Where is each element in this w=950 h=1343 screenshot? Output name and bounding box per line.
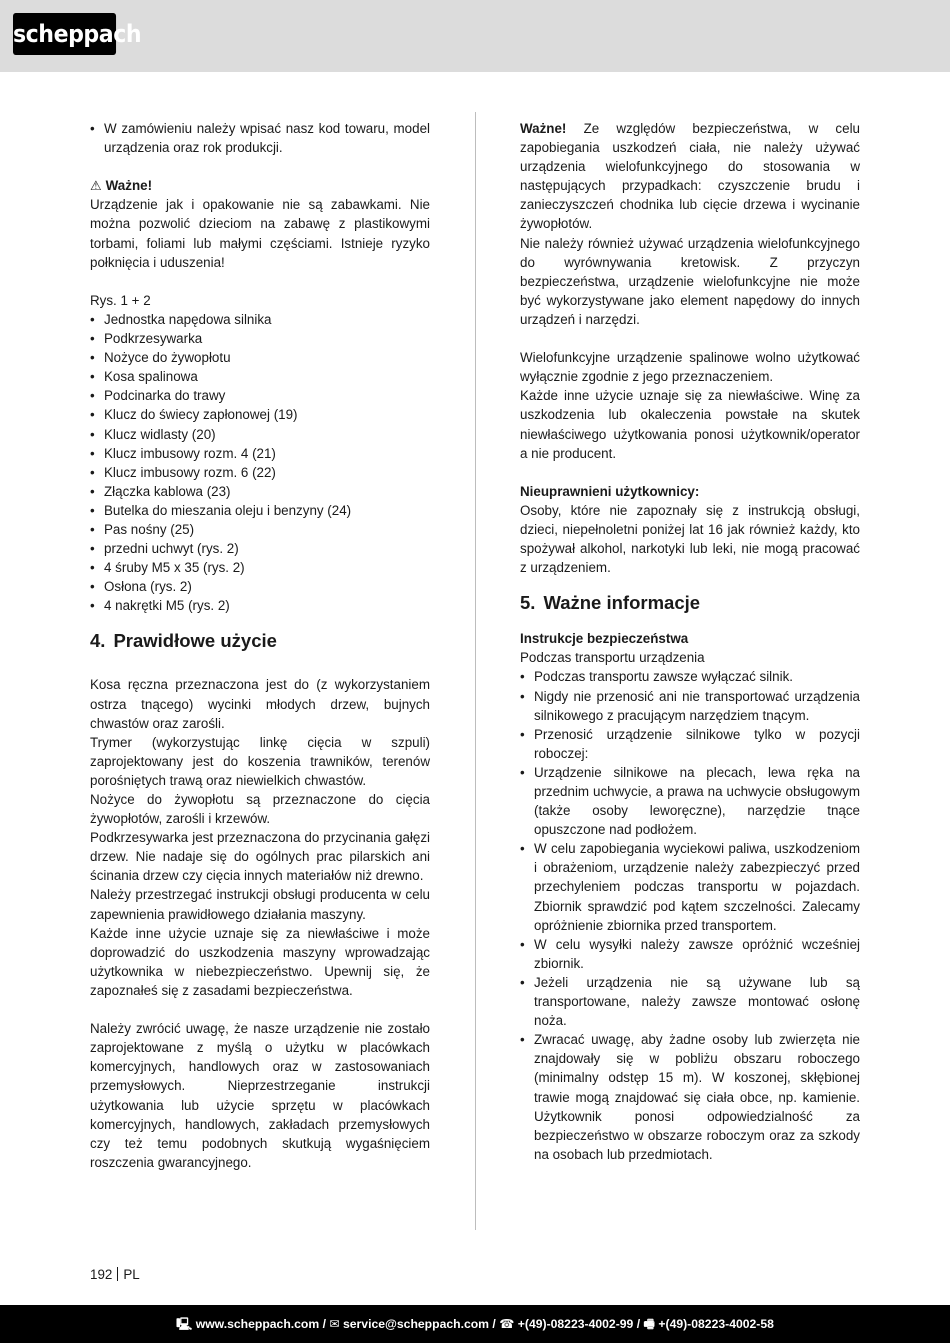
safety-instructions-heading: Instrukcje bezpieczeństwa [520, 631, 689, 647]
brand-logo: scheppach [13, 13, 116, 55]
page-number: 192 PL [90, 1267, 140, 1282]
transport-intro: Podczas transportu urządzenia [520, 650, 705, 666]
section-4-paragraph: Każde inne użycie uznaje się za niewłaściwe i może doprowadzić do uszkodzenia maszyny wprowadzając użytkownika w niebezpieczeństwo. Upewnij się, że zapoznałeś się z zasadami bezpieczeństwa. [90, 925, 430, 998]
unauthorized-users-text: Osoby, które nie zapoznały się z instrukcją obsługi, dzieci, niepełnoletni poniżej lat 16 jak również każdy, kto spożywał alkohol, narkotyki lub leki, nie mogą pracować z urządzeniem. [520, 502, 860, 576]
section-4-paragraph: Nożyce do żywopłotu są przeznaczone do cięcia żywopłotów, zarośli i krzewów. [90, 792, 430, 827]
important-label: Ważne! [520, 121, 567, 136]
computer-icon: 🖳 [176, 1317, 193, 1331]
footer-web[interactable]: www.scheppach.com [195, 1317, 320, 1331]
list-item: • Klucz widlasty (20) [90, 425, 430, 444]
important-paragraph: Ważne! Ze względów bezpieczeństwa, w celu zapobiegania uszkodzeń ciała, nie należy używać urządzenia wielofunkcyjnego do stosowania w następujących przypadkach: czyszczenie brudu i zanieczyszczeń chodnika lub cięcie drzewa i wycinanie żywopłotów. [520, 121, 860, 232]
list-item: • 4 śruby M5 x 35 (rys. 2) [90, 558, 430, 577]
header-bar [0, 0, 950, 72]
left-column [90, 119, 430, 1172]
list-item: • Klucz do świecy zapłonowej (19) [90, 405, 430, 424]
list-item: • Złączka kablowa (23) [90, 482, 430, 501]
footer-email[interactable]: service@scheppach.com [343, 1317, 490, 1331]
order-note-list [90, 119, 430, 157]
list-item: • Klucz imbusowy rozm. 6 (22) [90, 463, 430, 482]
section-4-heading: 4. Prawidłowe użycie [90, 630, 277, 652]
list-item: • 4 nakrętki M5 (rys. 2) [90, 596, 430, 615]
footer-phone: +(49)-08223-4002-99 [517, 1317, 634, 1331]
list-item: • W celu wysyłki należy zawsze opróżnić wcześniej zbiornik. [520, 935, 860, 973]
body-paragraph: Wielofunkcyjne urządzenie spalinowe wolno użytkować wyłącznie zgodnie z jego przeznaczeniem. [520, 350, 860, 385]
list-item: • Kosa spalinowa [90, 367, 430, 386]
list-item: • Jednostka napędowa silnika [90, 310, 430, 329]
column-divider [475, 112, 476, 1230]
list-item: • Jeżeli urządzenia nie są używane lub są transportowane, należy zawsze montować osłonę noża. [520, 973, 860, 1030]
list-item: • W celu zapobiegania wyciekowi paliwa, uszkodzeniom i obrażeniom, urządzenie należy zabezpieczyć przed przechyleniem podczas transportu w pojazdach. Zbiornik sprawdzić pod kątem szczelności. Zalecamy opróżnienie zbiornika przed transportem. [520, 839, 860, 934]
section-5-heading: 5. Ważne informacje [520, 592, 701, 614]
section-4-paragraph: Podkrzesywarka jest przeznaczona do przycinania gałęzi drzew. Nie nadaje się do ogólnych prac pilarskich ani ścinania drzew czy cięcia innych materiałów niż drewno. [90, 830, 430, 884]
section-4-paragraph: Należy zwrócić uwagę, że nasze urządzenie nie zostało zaprojektowane z myślą o użytku w placówkach komercyjnych, handlowych oraz w zastosowaniach przemysłowych. Nieprzestrzeganie instrukcji użytkowania lub użycie sprzętu w placówkach komercyjnych, handlowych, zakładach przemysłowych czy też temu podobnych skutkują wygaśnięciem roszczenia gwarancyjnego. [90, 1021, 430, 1170]
list-item: • Podczas transportu zawsze wyłączać silnik. [520, 667, 860, 686]
phone-icon: ☎ [499, 1317, 515, 1331]
footer-bar: 🖳 www.scheppach.com / ✉ service@scheppach.com / ☎ +(49)-08223-4002-99 / 🖷 +(49)-08223-4002-58 [0, 1305, 950, 1343]
list-item: • Zwracać uwagę, aby żadne osoby lub zwierzęta nie znajdowały się w pobliżu obszaru roboczego (minimalny odstęp 15 m). W koszonej, skłębionej trawie mogą znajdować się ciała obce, np. kamienie. Użytkownik ponosi odpowiedzialność za bezpieczeństwo w obszarze roboczym oraz za szkody na osobach lub przedmiotach. [520, 1030, 860, 1164]
list-item: • Nożyce do żywopłotu [90, 348, 430, 367]
delivery-items-list [90, 310, 430, 616]
fax-icon: 🖷 [643, 1317, 655, 1331]
body-paragraph: Nie należy również używać urządzenia wielofunkcyjnego do wyrównywania kretowisk. Z przyczyn bezpieczeństwa, urządzenie wielofunkcyjne nie może być wykorzystywane jako element napędowy do innych urządzeń i narzędzi. [520, 235, 860, 327]
section-4-paragraph: Trymer (wykorzystując linkę cięcia w szpuli) zaprojektowany jest do koszenia trawników, terenów porośniętych trawą oraz niewielkich chwastów. [90, 734, 430, 788]
list-item: • Urządzenie silnikowe na plecach, lewa ręka na przednim uchwycie, a prawa na uchwycie obsługowym (także osoby leworęczne), narzędzie tnące opuszczone nad podłożem. [520, 763, 860, 839]
list-item: • Pas nośny (25) [90, 520, 430, 539]
body-paragraph: Każde inne użycie uznaje się za niewłaściwe. Winę za uszkodzenia lub okaleczenia powstałe na skutek niewłaściwego użytkowania ponosi użytkownik/operator a nie producent. [520, 388, 860, 461]
list-item: • Nigdy nie przenosić ani nie transportować urządzenia silnikowego z pracującym narzędziem tnącym. [520, 687, 860, 725]
order-note: • W zamówieniu należy wpisać nasz kod towaru, model urządzenia oraz rok produkcji. [90, 119, 430, 157]
section-4-paragraph: Należy przestrzegać instrukcji obsługi producenta w celu zapewnienia prawidłowego działania maszyny. [90, 887, 430, 922]
list-item: • przedni uchwyt (rys. 2) [90, 539, 430, 558]
list-item: • Klucz imbusowy rozm. 4 (21) [90, 444, 430, 463]
footer-fax: +(49)-08223-4002-58 [658, 1317, 774, 1331]
list-item: • Podcinarka do trawy [90, 386, 430, 405]
warning-text: Urządzenie jak i opakowanie nie są zabawkami. Nie można pozwolić dzieciom na zabawę z plastikowymi torbami, foliami lub małymi częściami. Istnieje ryzyko połknięcia i uduszenia! [90, 197, 430, 270]
list-item: • Osłona (rys. 2) [90, 577, 430, 596]
list-item: • Przenosić urządzenie silnikowe tylko w pozycji roboczej: [520, 725, 860, 763]
warning-heading: ⚠ Ważne! [90, 178, 153, 194]
figure-reference: Rys. 1 + 2 [90, 292, 151, 308]
right-column [520, 119, 860, 1164]
unauthorized-users-heading: Nieuprawnieni użytkownicy: [520, 483, 700, 499]
transport-list [520, 667, 860, 1163]
list-item: • Podkrzesywarka [90, 329, 430, 348]
page-separator [117, 1267, 118, 1281]
list-item: • Butelka do mieszania oleju i benzyny (24) [90, 501, 430, 520]
section-4-paragraph: Kosa ręczna przeznaczona jest do (z wykorzystaniem ostrza tnącego) wycinki młodych drzew, bujnych chwastów oraz zarośli. [90, 677, 430, 731]
warning-triangle-icon: ⚠ [90, 178, 102, 194]
mail-icon: ✉ [329, 1317, 340, 1331]
